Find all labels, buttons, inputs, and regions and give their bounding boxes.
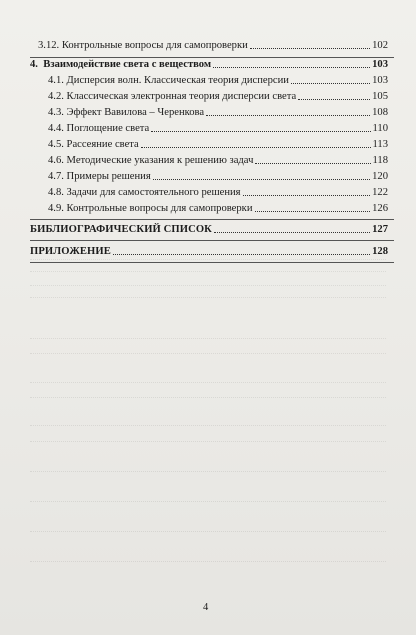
toc-section-heading	[30, 246, 388, 258]
toc-entry-page: 126	[372, 203, 388, 214]
toc-entry-title: 4.4. Поглощение света	[48, 123, 150, 134]
dot-leader	[213, 66, 370, 68]
toc-entry-page: 118	[372, 155, 388, 166]
toc-entry-title: ПРИЛОЖЕНИЕ	[30, 246, 111, 257]
dot-leader	[243, 194, 371, 196]
section-divider	[30, 262, 394, 263]
toc-entry-page: 110	[372, 123, 388, 134]
toc-entry-page: 113	[372, 139, 388, 150]
section-divider	[30, 219, 394, 220]
toc-entry	[38, 40, 388, 52]
toc-entry	[48, 91, 388, 103]
toc-entry	[48, 139, 388, 151]
dot-leader	[113, 253, 370, 255]
dot-leader	[298, 98, 370, 100]
toc-entry-page: 128	[372, 246, 388, 257]
dot-leader	[255, 210, 371, 212]
toc-entry-page: 105	[372, 91, 388, 102]
toc-entry-page: 103	[372, 75, 388, 86]
toc-entry	[48, 75, 388, 87]
dot-leader	[255, 162, 370, 164]
toc-entry-page: 127	[372, 224, 388, 235]
section-divider	[30, 240, 394, 241]
dot-leader	[250, 47, 370, 49]
toc-entry-title: 4.9. Контрольные вопросы для самопроверки	[48, 203, 253, 214]
page-number: 4	[203, 602, 209, 613]
toc-entry-title: 4.6. Методические указания к решению задач	[48, 155, 254, 166]
toc-section-heading	[30, 59, 388, 71]
toc-entry	[48, 123, 388, 135]
toc-entry-page: 122	[372, 187, 388, 198]
toc-entry-page: 103	[372, 59, 388, 70]
toc-entry-page: 108	[372, 107, 388, 118]
toc-entry-title: 3.12. Контрольные вопросы для самопроверки	[38, 40, 248, 51]
toc-entry-title: 4.5. Рассеяние света	[48, 139, 139, 150]
section-divider	[30, 57, 394, 58]
toc-entry	[48, 187, 388, 199]
dot-leader	[153, 178, 370, 180]
toc-section-heading	[30, 224, 388, 236]
toc-entry-title: 4. Взаимодействие света с веществом	[30, 59, 212, 70]
toc-entry	[48, 107, 388, 119]
toc-entry	[48, 155, 388, 167]
toc-entry-page: 120	[372, 171, 388, 182]
toc-entry-title: БИБЛИОГРАФИЧЕСКИЙ СПИСОК	[30, 224, 212, 235]
dot-leader	[214, 231, 370, 233]
toc-entry-page: 102	[372, 40, 388, 51]
toc-entry	[48, 171, 388, 183]
toc-entry-title: 4.2. Классическая электронная теория дисперсии света	[48, 91, 297, 102]
toc-entry	[48, 203, 388, 215]
toc-entry-title: 4.3. Эффект Вавилова – Черенкова	[48, 107, 205, 118]
dot-leader	[291, 82, 370, 84]
toc-entry-title: 4.1. Дисперсия волн. Классическая теория дисперсии	[48, 75, 289, 86]
dot-leader	[141, 146, 371, 148]
dot-leader	[151, 130, 370, 132]
toc-entry-title: 4.7. Примеры решения	[48, 171, 151, 182]
dot-leader	[206, 114, 370, 116]
toc-entry-title: 4.8. Задачи для самостоятельного решения	[48, 187, 241, 198]
